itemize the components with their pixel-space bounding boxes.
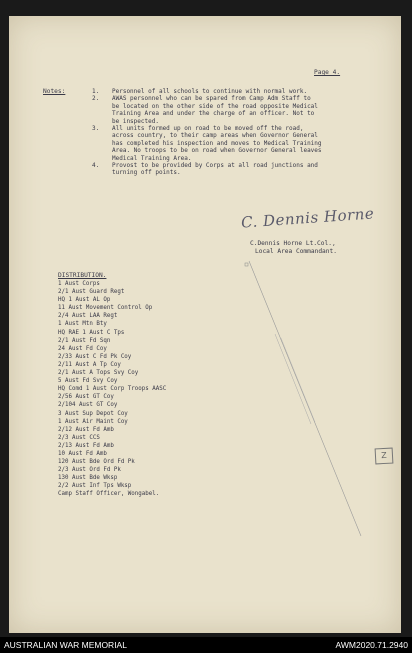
pencil-box-mark: Z	[375, 448, 394, 465]
note-text: AWAS personnel who can be spared from Camp Adm Staff to be located on the other side of the road opposite Medical Training Area and under the charge of an officer. Not to be inspected.	[112, 95, 318, 125]
distribution-item: 24 Aust Fd Coy	[58, 345, 107, 352]
footer-accession-number: AWM2020.71.2940	[335, 640, 408, 650]
distribution-item: 2/56 Aust GT Coy	[58, 394, 114, 401]
notes-label: Notes:	[43, 88, 66, 95]
distribution-item: 2/2 Aust Inf Tps Wksp	[58, 483, 132, 490]
distribution-item: 2/1 Aust Guard Regt	[58, 289, 125, 296]
footer-institution: AUSTRALIAN WAR MEMORIAL	[4, 640, 127, 650]
note-text: Provost to be provided by Corps at all road junctions and turning off points.	[112, 162, 318, 177]
handwritten-signature: C. Dennis Horne	[240, 204, 375, 232]
distribution-item: 1 Aust Mtn Bty	[58, 321, 107, 328]
pencil-dot	[245, 263, 248, 266]
note-item	[92, 88, 402, 95]
distribution-item: 10 Aust Fd Amb	[58, 450, 107, 457]
distribution-item: 1 Aust Air Maint Coy	[58, 418, 128, 425]
signatory-title: Local Area Commandant.	[255, 248, 337, 255]
distribution-item: 2/11 Aust A Tp Coy	[58, 361, 121, 368]
distribution-item: 2/33 Aust C Fd Pk Coy	[58, 353, 132, 360]
distribution-item: 5 Aust Fd Svy Coy	[58, 378, 118, 385]
distribution-list	[58, 280, 166, 499]
note-item	[92, 95, 402, 125]
page-number: Page 4.	[314, 69, 341, 76]
note-item	[92, 125, 402, 162]
note-item	[92, 162, 402, 177]
distribution-item: 2/1 Aust Fd Sqn	[58, 337, 111, 344]
distribution-item: 130 Aust Bde Wksp	[58, 475, 118, 482]
distribution-item: HQ 1 Aust AL Op	[58, 297, 111, 304]
distribution-item: 11 Aust Movement Control Op	[58, 305, 153, 312]
notes-list	[92, 88, 402, 177]
distribution-item: 3 Aust Sup Depot Coy	[58, 410, 128, 417]
distribution-item: Camp Staff Officer, Wongabel.	[58, 491, 160, 498]
distribution-item: 2/12 Aust Fd Amb	[58, 426, 114, 433]
distribution-item: 120 Aust Bde Ord Fd Pk	[58, 459, 135, 466]
distribution-item: 2/1 Aust A Tops Svy Coy	[58, 370, 139, 377]
pencil-line	[275, 334, 311, 424]
distribution-item: 1 Aust Corps	[58, 281, 100, 287]
note-number: 1.	[92, 88, 100, 95]
distribution-item: HQ Comd 1 Aust Corp Troops AASC	[58, 386, 167, 393]
note-number: 3.	[92, 125, 100, 133]
note-text: Personnel of all schools to continue with normal work.	[112, 88, 308, 95]
distribution-item: 2/104 Aust GT Coy	[58, 402, 118, 409]
distribution-item: 2/3 Aust Ord Fd Pk	[58, 467, 121, 474]
distribution-item: 2/4 Aust LAA Regt	[58, 313, 118, 320]
signatory-name: C.Dennis Horne Lt.Col.,	[250, 240, 336, 247]
pencil-line	[281, 338, 315, 422]
pencil-line	[249, 261, 361, 536]
note-number: 2.	[92, 95, 100, 103]
footer-bar	[0, 637, 412, 653]
distribution-item: 2/3 Aust CCS	[58, 434, 100, 441]
note-text: All units formed up on road to be moved off the road, across country, to their camp areas when Governor General has completed his inspection and moves to Medical Training Area. No troops to be on road when Governor General leaves Medical Training Area.	[112, 125, 322, 162]
distribution-item: 2/13 Aust Fd Amb	[58, 442, 114, 449]
note-number: 4.	[92, 162, 100, 170]
document-page	[9, 16, 401, 633]
distribution-item: HQ RAE 1 Aust C Tps	[58, 329, 125, 336]
distribution-heading: DISTRIBUTION.	[58, 272, 107, 279]
